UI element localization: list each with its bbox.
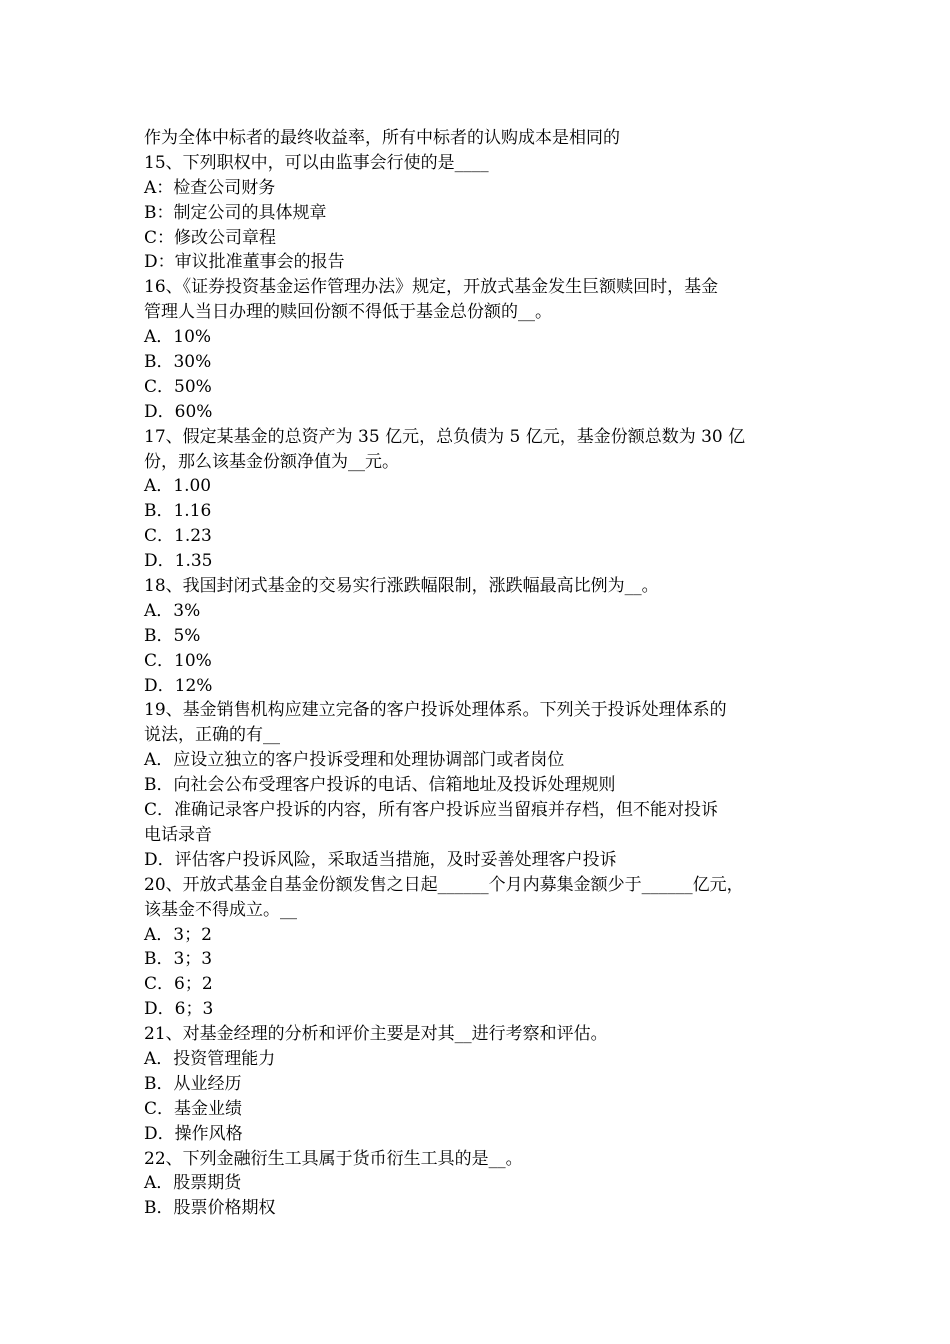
text-line: D．1.35 (144, 551, 213, 572)
document-page (144, 126, 824, 1221)
text-line: 16、《证券投资基金运作管理办法》规定，开放式基金发生巨额赎回时，基金 (144, 277, 719, 298)
text-line: A．投资管理能力 (144, 1048, 276, 1069)
text-line: D．6；3 (144, 999, 214, 1020)
text-line: B．30% (144, 352, 212, 373)
text-line: B．向社会公布受理客户投诉的电话、信箱地址及投诉处理规则 (144, 775, 616, 796)
text-line: C：修改公司章程 (144, 227, 277, 248)
text-line: C．1.23 (144, 526, 212, 547)
text-line: 22、下列金融衍生工具属于货币衍生工具的是__。 (144, 1148, 523, 1169)
text-line: 份，那么该基金份额净值为__元。 (144, 451, 399, 472)
text-line: B．股票价格期权 (144, 1198, 276, 1219)
text-line: B．从业经历 (144, 1073, 242, 1094)
text-line: A．股票期货 (144, 1173, 242, 1194)
text-line: D．评估客户投诉风险，采取适当措施，及时妥善处理客户投诉 (144, 849, 617, 870)
text-line: C．基金业绩 (144, 1098, 243, 1119)
text-line: B．1.16 (144, 501, 212, 522)
text-line: 21、对基金经理的分析和评价主要是对其__进行考察和评估。 (144, 1024, 608, 1045)
text-line: A．3；2 (144, 924, 212, 945)
text-line: C．准确记录客户投诉的内容，所有客户投诉应当留痕并存档，但不能对投诉 (144, 800, 719, 821)
text-line: D．操作风格 (144, 1123, 243, 1144)
text-line: 19、基金销售机构应建立完备的客户投诉处理体系。下列关于投诉处理体系的 (144, 700, 727, 721)
text-line: 作为全体中标者的最终收益率，所有中标者的认购成本是相同的 (144, 128, 620, 148)
text-line: A：检查公司财务 (144, 177, 276, 198)
text-line: 说法，正确的有__ (144, 725, 280, 746)
text-line: 15、下列职权中，可以由监事会行使的是____ (144, 152, 489, 173)
text-line: D．12% (144, 675, 213, 696)
text-line: A．10% (144, 327, 212, 348)
text-line: B：制定公司的具体规章 (144, 202, 327, 223)
text-line: B．5% (144, 625, 201, 646)
text-line: D．60% (144, 401, 213, 422)
text-line: C．10% (144, 650, 212, 671)
text-line: 18、我国封闭式基金的交易实行涨跌幅限制，涨跌幅最高比例为__。 (144, 576, 659, 597)
text-line: 电话录音 (144, 824, 212, 845)
text-line: 20、开放式基金自基金份额发售之日起______个月内募集金额少于______亿元， (144, 874, 744, 895)
text-line: 该基金不得成立。__ (144, 899, 297, 920)
text-line: C．50% (144, 376, 212, 397)
text-line: 17、假定某基金的总资产为 35 亿元，总负债为 5 亿元，基金份额总数为 30 亿 (144, 426, 746, 447)
text-line: C．6；2 (144, 974, 213, 995)
text-line: D：审议批准董事会的报告 (144, 252, 345, 273)
text-line: A．3% (144, 600, 201, 621)
text-line: A．应设立独立的客户投诉受理和处理协调部门或者岗位 (144, 750, 565, 771)
text-line: B．3；3 (144, 949, 213, 970)
text-line: A．1.00 (144, 476, 212, 497)
text-line: 管理人当日办理的赎回份额不得低于基金总份额的__。 (144, 302, 552, 323)
